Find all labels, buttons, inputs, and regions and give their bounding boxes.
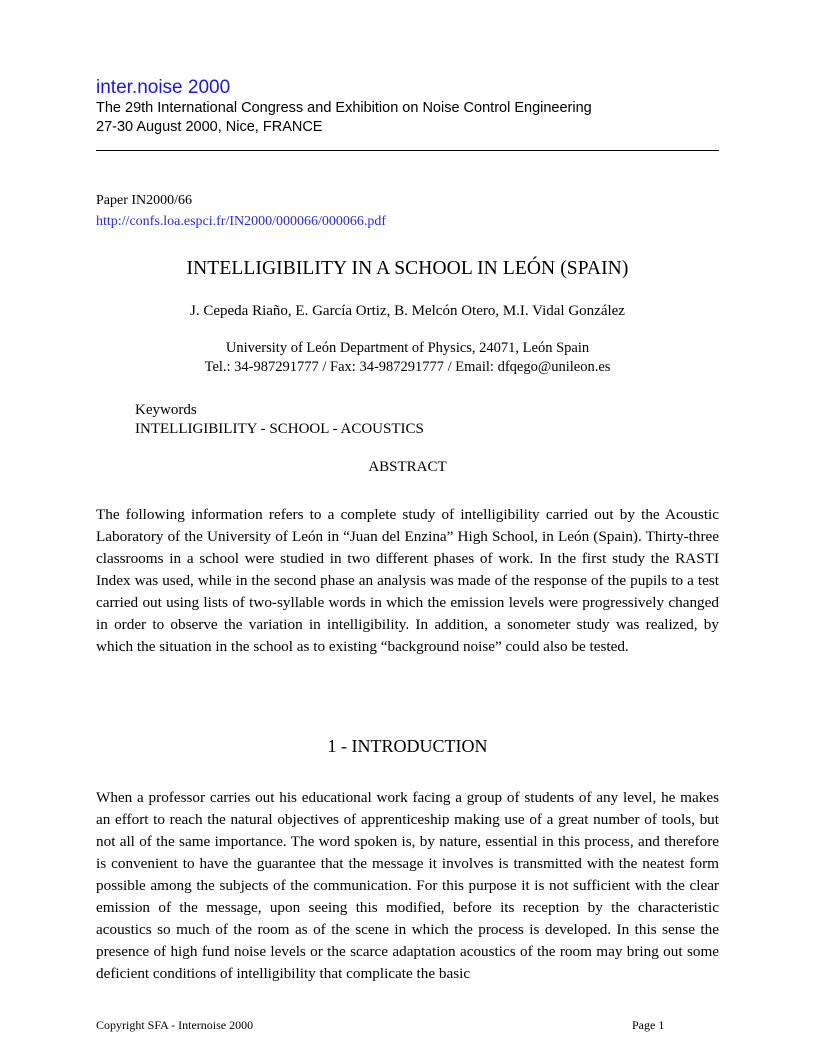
authors: J. Cepeda Riaño, E. García Ortiz, B. Melcón Otero, M.I. Vidal González: [190, 303, 625, 319]
keywords-list: INTELLIGIBILITY - SCHOOL - ACOUSTICS: [135, 421, 424, 437]
conference-dates: 27-30 August 2000, Nice, FRANCE: [96, 119, 323, 135]
page-number: Page 1: [632, 1018, 665, 1032]
header-divider: [96, 150, 719, 151]
paper-title: INTELLIGIBILITY IN A SCHOOL IN LEÓN (SPAIN): [186, 258, 629, 279]
paper-id: Paper IN2000/66: [96, 193, 193, 208]
introduction-paragraph: When a professor carries out his educational work facing a group of students of any level, he makes an effort to reach the natural objectives of apprenticeship making use of a great number of tools, but not all of the same importance. The word spoken is, by nature, essential in this process, and therefore is convenient to have the guarantee that the message it involves is transmitted with the neatest form possible among the subjects of the communication. For this purpose it is not sufficient with the clear emission of the message, upon seeing this modified, before its reception by the characteristic acoustics so much of the room as of the scene in which the process is developed. In this sense the presence of high fund noise levels or the scarce adaptation acoustics of the room may bring out some deficient conditions of intelligibility that complicate the basic: [96, 789, 719, 982]
conference-title: inter.noise 2000: [96, 77, 231, 98]
abstract-heading: ABSTRACT: [368, 459, 447, 475]
contact-info: Tel.: 34-987291777 / Fax: 34-987291777 / Email: dfqego@unileon.es: [204, 359, 611, 375]
affiliation: University of León Department of Physics, 24071, León Spain: [225, 340, 590, 356]
introduction-heading: 1 - INTRODUCTION: [327, 736, 488, 756]
copyright-footer: Copyright SFA - Internoise 2000: [96, 1018, 254, 1032]
abstract-paragraph: The following information refers to a complete study of intelligibility carried out by the Acoustic Laboratory of the University of León in “Juan del Enzina” High School, in León (Spain). Thirty-three classrooms in a school were studied in two different phases of work. In the first study the RASTI Index was used, while in the second phase an analysis was made of the response of the pupils to a test carried out using lists of two-syllable words in which the emission levels were progressively changed in order to observe the variation in intelligibility. In addition, a sonometer study was realized, by which the situation in the school as to existing “background noise” could also be tested.: [96, 506, 719, 655]
conference-subtitle: The 29th International Congress and Exhibition on Noise Control Engineering: [96, 100, 592, 116]
keywords-label: Keywords: [135, 402, 197, 418]
paper-url-link[interactable]: http://confs.loa.espci.fr/IN2000/000066/000066.pdf: [96, 214, 387, 229]
